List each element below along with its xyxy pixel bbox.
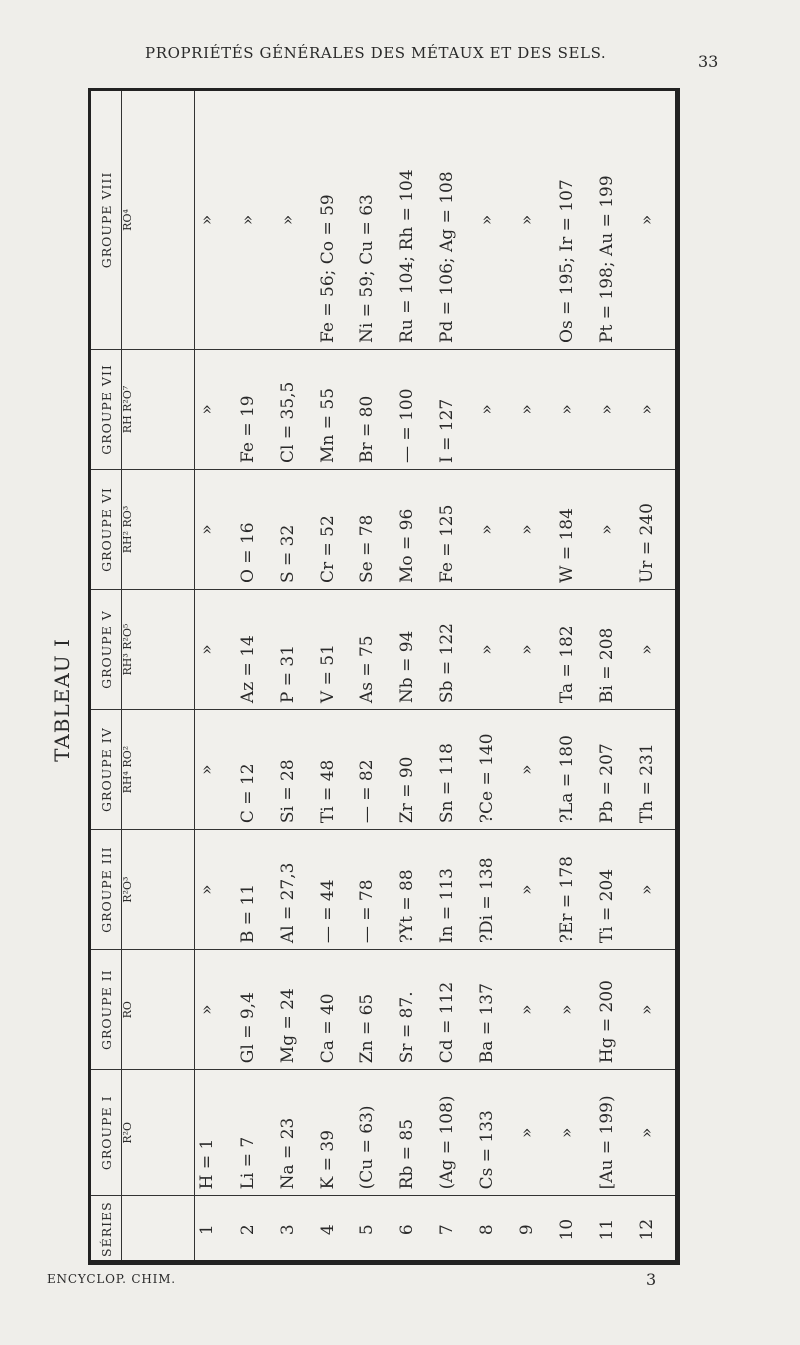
series-number-cell: 12 xyxy=(636,1218,657,1241)
element-cell: » xyxy=(515,349,555,469)
header-group-1: GROUPE I xyxy=(91,1070,122,1196)
element-cell: » xyxy=(555,349,595,469)
element-cell: Br = 80 xyxy=(355,349,395,469)
element-cell: » xyxy=(635,1070,675,1196)
element-cell: (Cu = 63) xyxy=(355,1070,395,1196)
page-number: 33 xyxy=(698,52,719,71)
series-number-cell: 7 xyxy=(437,1224,458,1236)
element-cell: Fe = 56; Co = 59 xyxy=(316,91,356,349)
formula-cell: RO xyxy=(122,950,195,1070)
element-cell: » xyxy=(475,590,515,710)
series-number-cell: 1 xyxy=(197,1224,218,1236)
element-cell: Sb = 122 xyxy=(435,590,475,710)
element-cell: » xyxy=(555,1070,595,1196)
element-cell: Sr = 87. xyxy=(395,950,435,1070)
element-cell: — = 100 xyxy=(395,349,435,469)
element-cell: Hg = 200 xyxy=(595,950,635,1070)
table-row xyxy=(355,91,395,1263)
element-cell: ?Ce = 140 xyxy=(475,710,515,830)
element-cell: » xyxy=(515,469,555,589)
group-header-row xyxy=(91,91,122,1263)
formula-cell: RH² RO³ xyxy=(122,469,195,589)
formula-cell: RH³ R²O⁵ xyxy=(122,590,195,710)
element-cell: » xyxy=(195,950,236,1070)
footer-series-label: ENCYCLOP. CHIM. xyxy=(47,1272,176,1286)
element-cell: In = 113 xyxy=(435,830,475,950)
formula-cell: RH⁴ RO² xyxy=(122,710,195,830)
element-cell: » xyxy=(195,91,236,349)
element-cell: Cd = 112 xyxy=(435,950,475,1070)
element-cell: Bi = 208 xyxy=(595,590,635,710)
element-cell: » xyxy=(236,91,276,349)
formula-cell: R²O xyxy=(122,1070,195,1196)
element-cell: P = 31 xyxy=(276,590,316,710)
element-cell: » xyxy=(475,349,515,469)
element-cell: Fe = 19 xyxy=(236,349,276,469)
series-number-cell: 10 xyxy=(557,1218,578,1241)
formula-row xyxy=(122,91,195,1263)
table-row xyxy=(555,91,595,1263)
element-cell: Gl = 9,4 xyxy=(236,950,276,1070)
element-cell: Ta = 182 xyxy=(555,590,595,710)
footer-signature: 3 xyxy=(646,1270,657,1289)
series-number-cell: 4 xyxy=(317,1224,338,1236)
element-cell: Pd = 106; Ag = 108 xyxy=(435,91,475,349)
element-cell: B = 11 xyxy=(236,830,276,950)
element-cell: Ba = 137 xyxy=(475,950,515,1070)
element-cell: Cl = 35,5 xyxy=(276,349,316,469)
element-cell: ?Yt = 88 xyxy=(395,830,435,950)
element-cell: — = 82 xyxy=(355,710,395,830)
periodic-table-frame xyxy=(88,88,680,1265)
element-cell: » xyxy=(635,830,675,950)
element-cell: ?Di = 138 xyxy=(475,830,515,950)
element-cell: I = 127 xyxy=(435,349,475,469)
table-caption: TABLEAU I xyxy=(50,638,74,762)
element-cell: » xyxy=(555,950,595,1070)
element-cell: » xyxy=(515,950,555,1070)
element-cell: Pb = 207 xyxy=(595,710,635,830)
element-cell: Cs = 133 xyxy=(475,1070,515,1196)
series-number-cell: 11 xyxy=(596,1218,617,1241)
formula-cell xyxy=(122,1196,195,1263)
element-cell: » xyxy=(475,91,515,349)
element-cell: » xyxy=(635,950,675,1070)
element-cell: Na = 23 xyxy=(276,1070,316,1196)
series-number-cell: 6 xyxy=(397,1224,418,1236)
element-cell: » xyxy=(635,590,675,710)
element-cell: Zr = 90 xyxy=(395,710,435,830)
element-cell: » xyxy=(195,590,236,710)
series-number-cell: 3 xyxy=(277,1224,298,1236)
element-cell: V = 51 xyxy=(316,590,356,710)
formula-cell: R²O³ xyxy=(122,830,195,950)
periodic-table-rotated xyxy=(91,91,675,1263)
element-cell: — = 44 xyxy=(316,830,356,950)
element-cell: » xyxy=(515,710,555,830)
element-cell: » xyxy=(195,710,236,830)
element-cell: Li = 7 xyxy=(236,1070,276,1196)
element-cell: Mn = 55 xyxy=(316,349,356,469)
element-cell: — = 78 xyxy=(355,830,395,950)
element-cell: (Ag = 108) xyxy=(435,1070,475,1196)
header-group-3: GROUPE III xyxy=(91,830,122,950)
header-group-7: GROUPE VII xyxy=(91,349,122,469)
element-cell: As = 75 xyxy=(355,590,395,710)
element-cell: Sn = 118 xyxy=(435,710,475,830)
element-cell: Ru = 104; Rh = 104 xyxy=(395,91,435,349)
element-cell: » xyxy=(595,469,635,589)
formula-cell: RO⁴ xyxy=(122,91,195,349)
element-cell: » xyxy=(195,349,236,469)
page-header xyxy=(0,40,800,70)
element-cell: » xyxy=(635,349,675,469)
table-row xyxy=(276,91,316,1263)
element-cell: [Au = 199) xyxy=(595,1070,635,1196)
element-cell: Ca = 40 xyxy=(316,950,356,1070)
formula-cell: RH R²O⁷ xyxy=(122,349,195,469)
element-cell: Se = 78 xyxy=(355,469,395,589)
header-series: SÉRIES xyxy=(91,1196,122,1263)
element-cell: S = 32 xyxy=(276,469,316,589)
element-cell: Fe = 125 xyxy=(435,469,475,589)
series-number-cell: 2 xyxy=(237,1224,258,1236)
series-number-cell: 8 xyxy=(477,1224,498,1236)
element-cell: Mg = 24 xyxy=(276,950,316,1070)
table-row xyxy=(635,91,675,1263)
table-row xyxy=(395,91,435,1263)
element-cell: » xyxy=(276,91,316,349)
header-group-6: GROUPE VI xyxy=(91,469,122,589)
header-group-2: GROUPE II xyxy=(91,950,122,1070)
element-cell: Os = 195; Ir = 107 xyxy=(555,91,595,349)
element-cell: Nb = 94 xyxy=(395,590,435,710)
element-cell: Cr = 52 xyxy=(316,469,356,589)
element-cell: Ti = 204 xyxy=(595,830,635,950)
table-row xyxy=(515,91,555,1263)
header-group-8: GROUPE VIII xyxy=(91,91,122,349)
table-row xyxy=(316,91,356,1263)
element-cell: Th = 231 xyxy=(635,710,675,830)
element-cell: Zn = 65 xyxy=(355,950,395,1070)
element-cell: » xyxy=(195,830,236,950)
element-cell: » xyxy=(475,469,515,589)
element-cell: Pt = 198; Au = 199 xyxy=(595,91,635,349)
element-cell: Ti = 48 xyxy=(316,710,356,830)
element-cell: ?Er = 178 xyxy=(555,830,595,950)
header-group-5: GROUPE V xyxy=(91,590,122,710)
running-title: PROPRIÉTÉS GÉNÉRALES DES MÉTAUX ET DES SELS. xyxy=(145,44,607,62)
element-cell: Al = 27,3 xyxy=(276,830,316,950)
element-cell: » xyxy=(515,91,555,349)
element-cell: C = 12 xyxy=(236,710,276,830)
table-row xyxy=(595,91,635,1263)
element-cell: » xyxy=(635,91,675,349)
element-cell: O = 16 xyxy=(236,469,276,589)
series-number-cell: 9 xyxy=(517,1224,538,1236)
table-row xyxy=(475,91,515,1263)
element-cell: » xyxy=(515,1070,555,1196)
element-cell: » xyxy=(595,349,635,469)
element-cell: » xyxy=(195,469,236,589)
element-cell: ?La = 180 xyxy=(555,710,595,830)
table-row xyxy=(236,91,276,1263)
header-group-4: GROUPE IV xyxy=(91,710,122,830)
element-cell: Si = 28 xyxy=(276,710,316,830)
element-cell: » xyxy=(515,830,555,950)
element-cell: Ur = 240 xyxy=(635,469,675,589)
element-cell: K = 39 xyxy=(316,1070,356,1196)
element-cell: Az = 14 xyxy=(236,590,276,710)
element-cell: W = 184 xyxy=(555,469,595,589)
element-cell: Mo = 96 xyxy=(395,469,435,589)
element-cell: H = 1 xyxy=(195,1070,236,1196)
table-row xyxy=(435,91,475,1263)
element-cell: » xyxy=(515,590,555,710)
element-cell: Ni = 59; Cu = 63 xyxy=(355,91,395,349)
element-cell: Rb = 85 xyxy=(395,1070,435,1196)
table-row xyxy=(195,91,236,1263)
series-number-cell: 5 xyxy=(357,1224,378,1236)
periodic-table xyxy=(91,91,675,1263)
